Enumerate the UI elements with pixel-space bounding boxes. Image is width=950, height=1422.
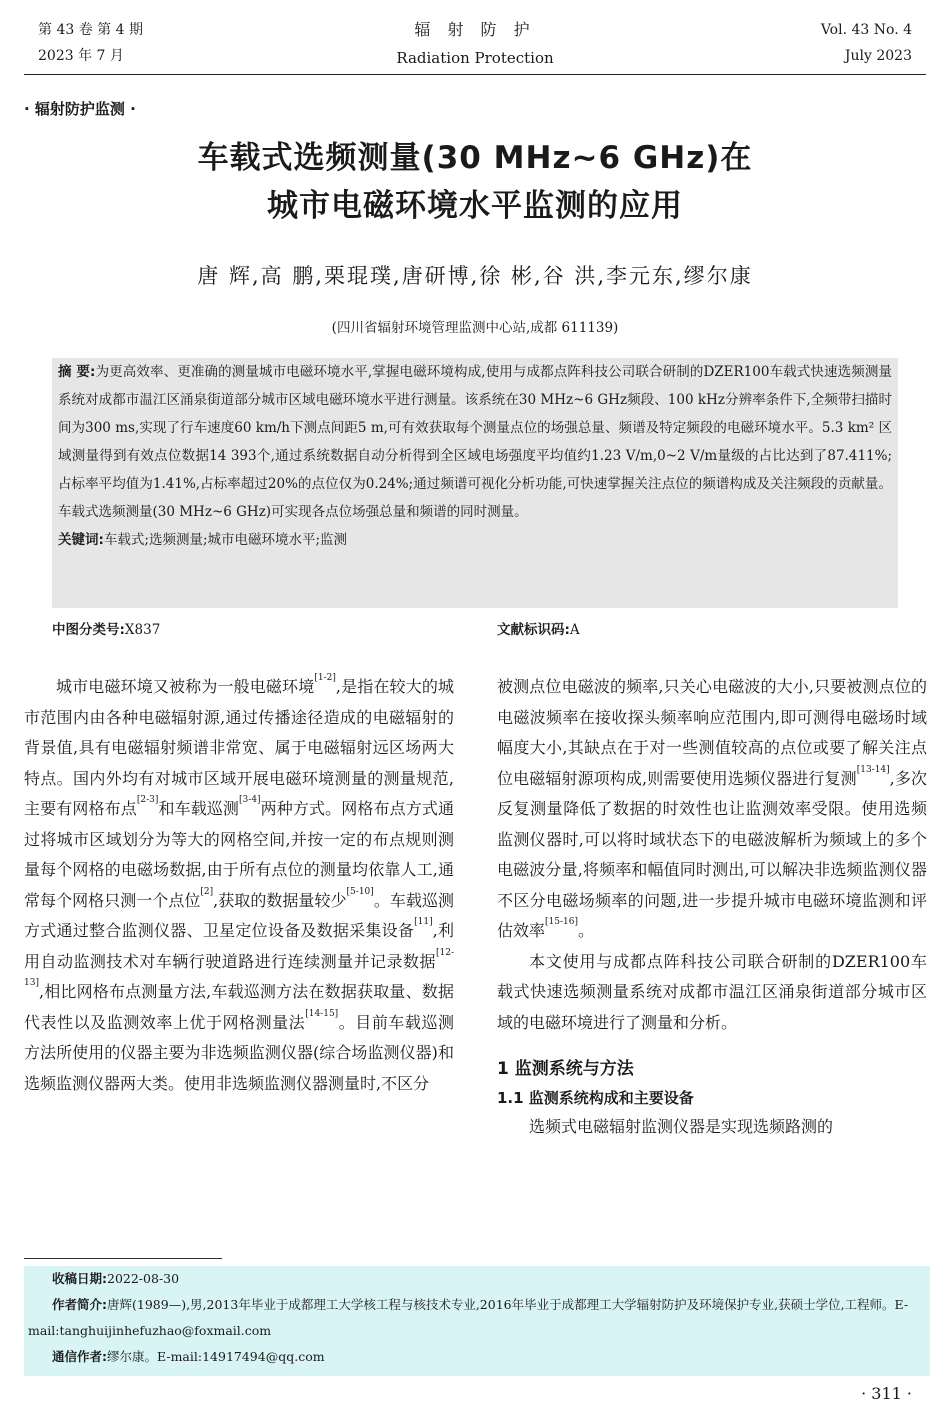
author-bio: 作者简介:唐辉(1989—),男,2013年毕业于成都理工大学核工程与核技术专业,2016年毕业于成都理工大学辐射防护及环境保护专业,获硕士学位,工程师。E-mail:tanghuijinhefuzhao@foxmail.com bbox=[28, 1297, 909, 1338]
keywords-label: 关键词: bbox=[58, 532, 104, 548]
citation[interactable]: [1-2] bbox=[314, 673, 336, 683]
doc-code-label: 文献标识码: bbox=[497, 622, 570, 638]
keywords-text: 车载式;选频测量;城市电磁环境水平;监测 bbox=[103, 532, 348, 548]
section-heading-1: 1 监测系统与方法 bbox=[497, 1059, 634, 1079]
intro-paragraph-continued: 被测点位电磁波的频率,只关心电磁波的大小,只要被测点位的电磁波频率在接收探头频率响应范围内,即可测得电磁场时域幅度大小,其缺点在于对一些测值较高的点位或要了解关注点位电磁辐射源项构成,则需要使用选频仪器进行复测[13-14],多次反复测量降低了数据的时效性也让监测效率受限。使用选频监测仪器时,可以将时域状态下的电磁波解析为频域上的多个电磁波分量,将频率和幅值同时测出,可以解决非选频监测仪器不区分电磁场频率的问题,进一步提升城市电磁环境监测和评估效率[15-16]。 bbox=[497, 677, 927, 940]
header-rule bbox=[24, 74, 926, 75]
citation[interactable]: [14-15] bbox=[305, 1008, 339, 1019]
abstract-box bbox=[52, 358, 898, 608]
affiliation: (四川省辐射环境管理监测中心站,成都 611139) bbox=[331, 320, 619, 336]
journal-name-cn: 辐 射 防 护 bbox=[414, 20, 536, 39]
abstract-paragraph bbox=[52, 358, 898, 526]
title-line-2: 城市电磁环境水平监测的应用 bbox=[267, 188, 683, 224]
intro-paragraph: 城市电磁环境又被称为一般电磁环境[1-2],是指在较大的城市范围内由各种电磁辐射源,通过传播途径造成的电磁辐射的背景值,具有电磁辐射频谱非常宽、属于电磁辐射远区场两大特点。国内外均有对城市区域开展电磁环境测量的测量规范,主要有网格布点[2-3]和车载巡测[3-4]两种方式。网格布点方式通过将城市区域划分为等大的网格空间,并按一定的布点规则测量每个网格的电磁场数据,由于所有点位的测量均依靠人工,通常每个网格只测一个点位[2],获取的数据量较少[5-10]。车载巡测方式通过整合监测仪器、卫星定位设备及数据采集设备[11],利用自动监测技术对车辆行驶道路进行连续测量并记录数据[12-13],相比网格布点测量方法,车载巡测方法在数据获取量、数据代表性以及监测效率上优于网格测量法[14-15]。目前车载巡测方法所使用的仪器主要为非选频监测仪器(综合场监测仪器)和选频监测仪器两大类。使用非选频监测仪器测量时,不区分 bbox=[24, 673, 454, 1093]
intro-paragraph-2: 本文使用与成都点阵科技公司联合研制的DZER100车载式快速选频测量系统对成都市温江区涌泉街道部分城市区域的电磁环境进行了测量和分析。 bbox=[497, 951, 927, 1032]
keywords-line bbox=[52, 526, 898, 554]
section-tag: · 辐射防护监测 · bbox=[24, 100, 136, 118]
doc-code-value: A bbox=[569, 622, 580, 638]
citation[interactable]: [2] bbox=[200, 886, 214, 897]
footnote-rule bbox=[24, 1258, 222, 1259]
header-volume-cn: 第 43 卷 第 4 期 bbox=[38, 22, 143, 38]
header-date-en: July 2023 bbox=[844, 48, 912, 64]
abstract-label: 摘 要: bbox=[58, 364, 96, 380]
abstract-text: 为更高效率、更准确的测量城市电磁环境水平,掌握电磁环境构成,使用与成都点阵科技公司联合研制的DZER100车载式快速选频测量系统对成都市温江区涌泉街道部分城市区域电磁环境水平进行测量。该系统在30 MHz~6 GHz频段、100 kHz分辨率条件下,全频带扫描时间为300 ms,实现了行车速度60 km/h下测点间距5 m,可有效获取每个测量点位的场强总量、频谱及特定频段的电磁环境水平。5.3 km² 区域测量得到有效点位数据14 393个,通过系统数据自动分析得到全区域电场强度平均值约1.23 V/m,0~2 V/m量级的占比达到了87.411%;占标率平均值为1.41%,占标率超过20%的点位仅为0.24%;通过频谱可视化分析功能,可快速掌握关注点位的频谱构成及关注频段的贡献量。车载式选频测量(30 MHz~6 GHz)可实现各点位场强总量和频谱的同时测量。 bbox=[58, 364, 892, 520]
citation[interactable]: [5-10] bbox=[346, 886, 374, 897]
page-number: · 311 · bbox=[861, 1384, 912, 1403]
header-date-cn: 2023 年 7 月 bbox=[38, 48, 124, 64]
body-column-left bbox=[24, 672, 454, 1099]
citation[interactable]: [11] bbox=[414, 917, 433, 927]
body-column-right bbox=[497, 672, 927, 1143]
citation[interactable]: [2-3] bbox=[136, 795, 159, 805]
document-code bbox=[497, 618, 580, 638]
subsection-heading-1-1: 1.1 监测系统构成和主要设备 bbox=[497, 1089, 694, 1107]
citation[interactable]: [15-16] bbox=[545, 917, 578, 927]
clc-label: 中图分类号: bbox=[52, 622, 125, 638]
header-volume-en: Vol. 43 No. 4 bbox=[820, 22, 912, 38]
citation[interactable]: [13-14] bbox=[856, 764, 890, 775]
citation[interactable]: [3-4] bbox=[239, 795, 261, 805]
clc-number bbox=[52, 618, 160, 638]
journal-name-en: Radiation Protection bbox=[396, 49, 554, 67]
received-date: 收稿日期:2022-08-30 bbox=[52, 1271, 180, 1286]
clc-value: X837 bbox=[124, 622, 161, 638]
footnote-box bbox=[24, 1266, 930, 1376]
author-list: 唐 辉,高 鹏,栗琨璞,唐研博,徐 彬,谷 洪,李元东,缪尔康 bbox=[197, 264, 753, 288]
section-paragraph: 选频式电磁辐射监测仪器是实现选频路测的 bbox=[529, 1117, 834, 1136]
citation[interactable]: [12-13] bbox=[24, 947, 454, 988]
corresponding-author: 通信作者:缪尔康。E-mail:14917494@qq.com bbox=[52, 1349, 325, 1364]
title-line-1: 车载式选频测量(30 MHz~6 GHz)在 bbox=[197, 140, 753, 176]
